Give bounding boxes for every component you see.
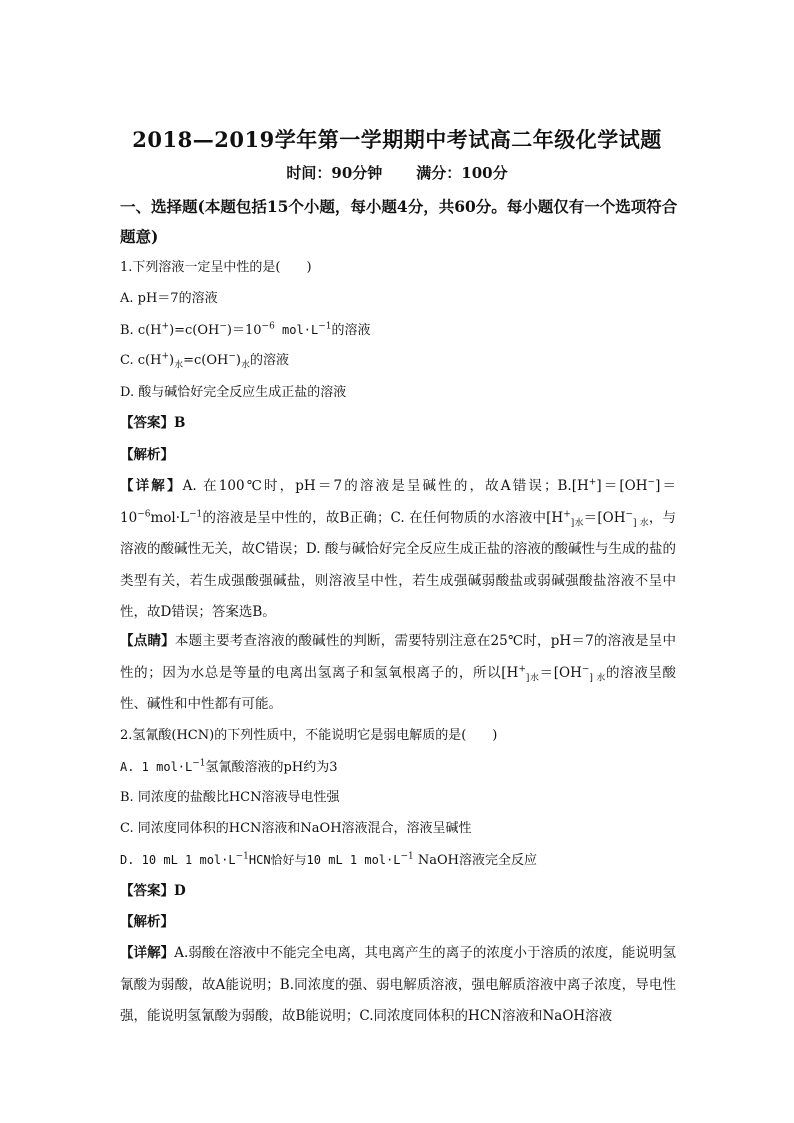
q1-answer: 【答案】B — [120, 415, 186, 431]
exam-time: 时间：90分钟 — [286, 164, 383, 182]
q1-option-d: D. 酸与碱恰好完全反应生成正盐的溶液 — [120, 385, 347, 400]
page-title: 2018—2019学年第一学期期中考试高二年级化学试题 — [132, 127, 662, 152]
q2-analysis-label: 【解析】 — [120, 914, 174, 930]
q1-point: 【点睛】本题主要考查溶液的酸碱性的判断，需要特别注意在25℃时，pH＝7的溶液是呈中性的；因为水总是等量的电离出氢离子和氢氧根离子的，所以[$H^+_{]水}=[OH^-_{] 水}$的溶液呈酸性、碱性和中性都有可能。 — [120, 633, 677, 712]
q1-detail: 【详解】A. 在100℃时，pH＝7的溶液是呈碱性的，故A错误；$B.[H^+]=[OH^-]=10^{-6}mol\cdot L^{-1}$的溶液是呈中性的，故B正确；C. 在任何物质的水溶液中[$H^+_{]水}=[OH^-_{] 水}$，与溶液的酸碱性无关，故C错误；D. 酸与碱恰好完全反应生成正盐的溶液的酸碱性与生成的盐的类型有关，若生成强酸强碱盐，则溶液呈中性，若生成强碱弱酸盐或弱碱强酸盐溶液不呈中性，故D错误；答案选B。 — [120, 477, 677, 620]
q1-option-a: A. pH＝7的溶液 — [120, 291, 218, 306]
section-heading: 一、选择题(本题包括15个小题，每小题4分，共60分。每小题仅有一个选项符合题意) — [120, 197, 678, 246]
q2-option-b: B. 同浓度的盐酸比HCN溶液导电性强 — [120, 790, 340, 805]
q2-option-a: A. 1 $mol\cdot L^{-1}$氢氰酸溶液的pH约为3 — [120, 758, 338, 775]
q2-answer: 【答案】D — [120, 883, 186, 899]
q2-stem: 2.氢氰酸(HCN)的下列性质中，不能说明它是弱电解质的是( ) — [120, 728, 498, 743]
full-score: 满分：100分 — [416, 164, 508, 182]
q2-option-d: D. 10 mL 1 $mol\cdot L^{-1}HCN$恰好与10 mL 1 $mol\cdot L^{-1}$ NaOH溶液完全反应 — [120, 851, 538, 868]
exam-meta — [0, 162, 794, 183]
q1-option-c: C. $c(H^+)_水=c(OH^-)_水$的溶液 — [120, 351, 289, 371]
q1-option-b: B. $c(H^+)=c(OH^-)=10^{-6}$ $mol\cdot L^{-1}$的溶液 — [120, 321, 371, 338]
q2-option-c: C. 同浓度同体积的HCN溶液和NaOH溶液混合，溶液呈碱性 — [120, 821, 472, 836]
q1-stem: 1.下列溶液一定呈中性的是( ) — [120, 260, 312, 275]
q2-detail: 【详解】A.弱酸在溶液中不能完全电离，其电离产生的离子的浓度小于溶质的浓度，能说明氢氰酸为弱酸，故A能说明；B.同浓度的强、弱电解质溶液，强电解质溶液中离子浓度，导电性强，能说明氢氰酸为弱酸，故B能说明；C.同浓度同体积的HCN溶液和NaOH溶液 — [120, 945, 677, 1024]
q1-analysis-label: 【解析】 — [120, 447, 174, 463]
